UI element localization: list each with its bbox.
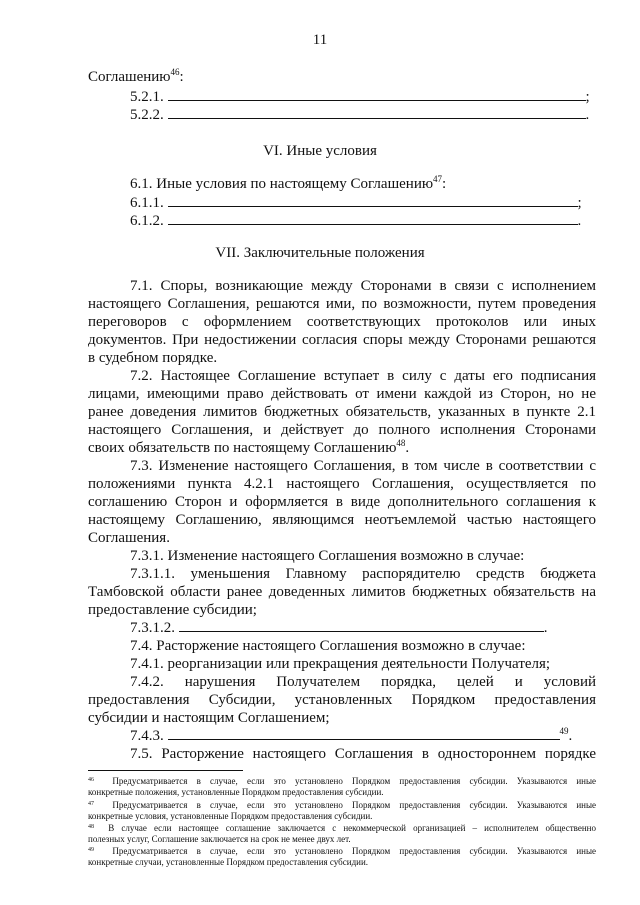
p71-line: настоящего Соглашения, решаются ими, по возможности, путем проведения [88, 296, 596, 312]
p73-line: настоящему Соглашению, являющимся неотъемлемой частью настоящего [88, 512, 596, 528]
p75-line: 7.5. Расторжение настоящего Соглашения в одностороннем порядке [130, 746, 596, 762]
fill-blank [168, 212, 578, 225]
p71-line: в судебном порядке. [88, 350, 218, 366]
p72-line: лицами, имеющими право действовать от имени каждой из Сторон, но не [88, 386, 596, 402]
section-6-heading: VI. Иные условия [263, 143, 377, 159]
p72-line: 7.2. Настоящее Соглашение вступает в силу с даты его подписания [130, 368, 596, 384]
sec6-intro: 6.1. Иные условия по настоящему Соглашению$^{47}$: [130, 174, 447, 192]
sec5-item-5-2-1: 5.2.1. ; [130, 89, 590, 105]
p7311-line: предоставление субсидии; [88, 602, 257, 618]
page-number: 11 [312, 32, 328, 48]
p7312: 7.3.1.2. . [130, 620, 548, 636]
p7311-line: 7.3.1.1. уменьшения Главному распорядителю средств бюджета [130, 566, 596, 582]
p742-line: субсидии и настоящим Соглашением; [88, 710, 330, 726]
p72-line: своих обязательств по настоящему Соглашению$^{48}$. [88, 438, 410, 456]
p71-line: переговоров с оформлением соответствующих протоколов или иных [88, 314, 596, 330]
p73-line: положениями пункта 4.2.1 настоящего Соглашения, осуществляется по [88, 476, 596, 492]
fill-blank [168, 106, 586, 119]
fill-blank [168, 727, 560, 740]
p73-line: соглашению Сторон и оформляется в виде дополнительного соглашения к [88, 494, 596, 510]
fill-blank [179, 619, 544, 632]
fill-blank [168, 194, 578, 207]
sec6-item-6-1-1: 6.1.1. ; [130, 195, 582, 211]
p74: 7.4. Расторжение настоящего Соглашения возможно в случае: [130, 638, 526, 654]
footnote-46: $^{46}$ Предусматривается в случае, если это установлено Порядком предоставления субсидии. Указываются иные конкретные положения, установленные Порядком предоставления субсидии. [88, 776, 596, 797]
p7311-line: Тамбовской области ранее доведенных лимитов бюджетных обязательств на [88, 584, 596, 600]
footnote-49: $^{49}$ Предусматривается в случае, если это установлено Порядком предоставления субсидии. Указываются иные конкретные случаи, установленные Порядком предоставления субсидии. [88, 846, 596, 867]
p72-line: ранее доведения лимитов бюджетных обязательств, указанных в пункте 2.1 [88, 404, 596, 420]
p743: 7.4.3. $^{49}$. [130, 726, 573, 744]
p73-line: 7.3. Изменение настоящего Соглашения, в том числе в соответствии с [130, 458, 596, 474]
sec6-item-6-1-2: 6.1.2. . [130, 213, 582, 229]
p72-line: настоящего Соглашения, и действует до полного исполнения Сторонами [88, 422, 596, 438]
p73-line: Соглашения. [88, 530, 170, 546]
p742-line: предоставления Субсидии, установленных Порядком предоставления [88, 692, 596, 708]
p731: 7.3.1. Изменение настоящего Соглашения возможно в случае: [130, 548, 525, 564]
p71-line: документов. При недостижении согласия споры между Сторонами решаются [88, 332, 596, 348]
sec5-item-5-2-2: 5.2.2. . [130, 107, 590, 123]
p741: 7.4.1. реорганизации или прекращения деятельности Получателя; [130, 656, 551, 672]
footnote-separator [88, 770, 243, 771]
sec5-tail: Соглашению$^{46}$: [88, 67, 184, 85]
p71-line: 7.1. Споры, возникающие между Сторонами в связи с исполнением [130, 278, 596, 294]
fill-blank [168, 88, 586, 101]
footnote-47: $^{47}$ Предусматривается в случае, если это установлено Порядком предоставления субсидии. Указываются иные конкретные условия, установленные Порядком предоставления субсидии. [88, 800, 596, 821]
p742-line: 7.4.2. нарушения Получателем порядка, целей и условий [130, 674, 596, 690]
section-7-heading: VII. Заключительные положения [215, 245, 425, 261]
footnote-48: $^{48}$ В случае если настоящее соглашение заключается с некоммерческой организацией – исполнителем общественно полезных услуг, Соглашение заключается на срок не менее двух лет. [88, 823, 596, 844]
